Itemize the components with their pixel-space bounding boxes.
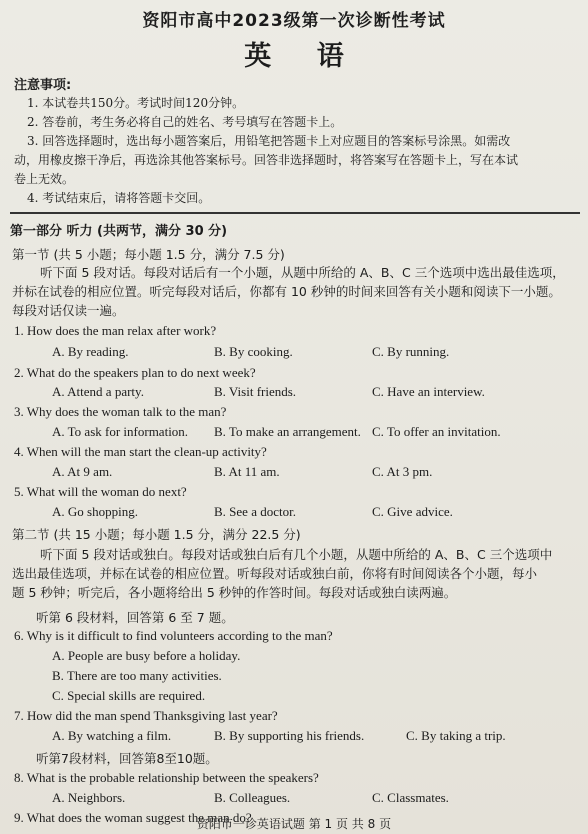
note-item: 动，用橡皮擦干净后，再选涂其他答案标号。回答非选择题时，将答案写在答题卡上，写在本试 (14, 153, 519, 167)
instruction-line: 题 5 秒钟；听完后，各小题将给出 5 秒钟的作答时间。每段对话或独白读两遍。 (12, 585, 457, 600)
option-b[interactable]: B. Visit friends. (214, 384, 297, 399)
note-item: 4. 考试结束后，请将答题卡交回。 (27, 191, 211, 205)
question-stem: 4. When will the man start the clean-up activity? (14, 444, 267, 459)
option-c[interactable]: C. Classmates. (372, 790, 449, 805)
note-item: 卷上无效。 (14, 172, 75, 186)
note-item: 3. 回答选择题时，选出每小题答案后，用铅笔把答题卡上对应题目的答案标号涂黑。如需改 (27, 134, 511, 148)
question-stem: 2. What do the speakers plan to do next week? (14, 365, 256, 380)
option-a[interactable]: A. Attend a party. (52, 384, 144, 399)
option-a[interactable]: A. To ask for information. (52, 424, 189, 439)
option-b[interactable]: B. There are too many activities. (52, 668, 222, 683)
option-c[interactable]: C. By running. (372, 344, 450, 359)
option-a[interactable]: A. By watching a film. (52, 728, 172, 743)
option-a[interactable]: A. People are busy before a holiday. (52, 648, 241, 663)
question-stem: 3. Why does the woman talk to the man? (14, 404, 227, 419)
subject-title: 英 语 (244, 41, 362, 72)
instruction-line: 每段对话仅读一遍。 (12, 303, 125, 318)
instruction-line: 并标在试卷的相应位置。听完每段对话后，你都有 10 秒钟的时间来回答有关小题和阅读下一小题。 (12, 284, 561, 299)
option-c[interactable]: C. To offer an invitation. (372, 424, 501, 439)
option-b[interactable]: B. Colleagues. (214, 790, 291, 805)
page-footer: 资阳市一诊英语试题 第 1 页 共 8 页 (196, 817, 392, 831)
note-item: 2. 答卷前，考生务必将自己的姓名、考号填写在答题卡上。 (27, 115, 343, 129)
notes-block (14, 94, 580, 208)
question-stem: 5. What will the woman do next? (14, 484, 187, 499)
option-c[interactable]: C. Special skills are required. (52, 688, 206, 703)
question-stem: 1. How does the man relax after work? (14, 323, 217, 338)
option-c[interactable]: C. Give advice. (372, 504, 453, 519)
divider (10, 212, 580, 214)
question-stem: 8. What is the probable relationship between the speakers? (14, 770, 319, 785)
section2-header: 第二节 (共 15 小题；每小题 1.5 分，满分 22.5 分) (12, 527, 301, 542)
question-stem: 9. What does the woman suggest the man do? (14, 810, 252, 825)
material-label: 听第 6 段材料，回答第 6 至 7 题。 (36, 610, 234, 625)
exam-title: 资阳市高中2023级第一次诊断性考试 (142, 11, 446, 31)
option-b[interactable]: B. At 11 am. (214, 464, 280, 479)
option-b[interactable]: B. To make an arrangement. (214, 424, 361, 439)
instruction-line: 听下面 5 段对话或独白。每段对话或独白后有几个小题，从题中所给的 A、B、C 三个选项中 (40, 547, 553, 562)
notes-title: 注意事项: (14, 78, 72, 93)
section1-instructions (12, 263, 578, 320)
option-b[interactable]: B. See a doctor. (214, 504, 296, 519)
option-b[interactable]: B. By cooking. (214, 344, 293, 359)
instruction-line: 听下面 5 段对话。每段对话后有一个小题，从题中所给的 A、B、C 三个选项中选出最佳选项， (40, 265, 565, 280)
note-item: 1. 本试卷共150分。考试时间120分钟。 (27, 96, 245, 110)
option-c[interactable]: C. By taking a trip. (406, 728, 506, 743)
section2-instructions (12, 545, 578, 602)
option-a[interactable]: A. By reading. (52, 344, 129, 359)
instruction-line: 选出最佳选项，并标在试卷的相应位置。听每段对话或独白前，你将有时间阅读各个小题，每小 (12, 566, 538, 581)
option-a[interactable]: A. At 9 am. (52, 464, 113, 479)
option-c[interactable]: C. Have an interview. (372, 384, 485, 399)
option-a[interactable]: A. Neighbors. (52, 790, 126, 805)
section1-header: 第一节 (共 5 小题；每小题 1.5 分，满分 7.5 分) (12, 247, 285, 262)
question-stem: 6. Why is it difficult to find volunteers according to the man? (14, 628, 333, 643)
option-c[interactable]: C. At 3 pm. (372, 464, 433, 479)
material-label: 听第7段材料，回答第8至10题。 (36, 751, 218, 766)
option-a[interactable]: A. Go shopping. (52, 504, 138, 519)
part1-title: 第一部分 听力 (共两节，满分 30 分) (10, 224, 228, 239)
question-stem: 7. How did the man spend Thanksgiving last year? (14, 708, 278, 723)
option-b[interactable]: B. By supporting his friends. (214, 728, 365, 743)
